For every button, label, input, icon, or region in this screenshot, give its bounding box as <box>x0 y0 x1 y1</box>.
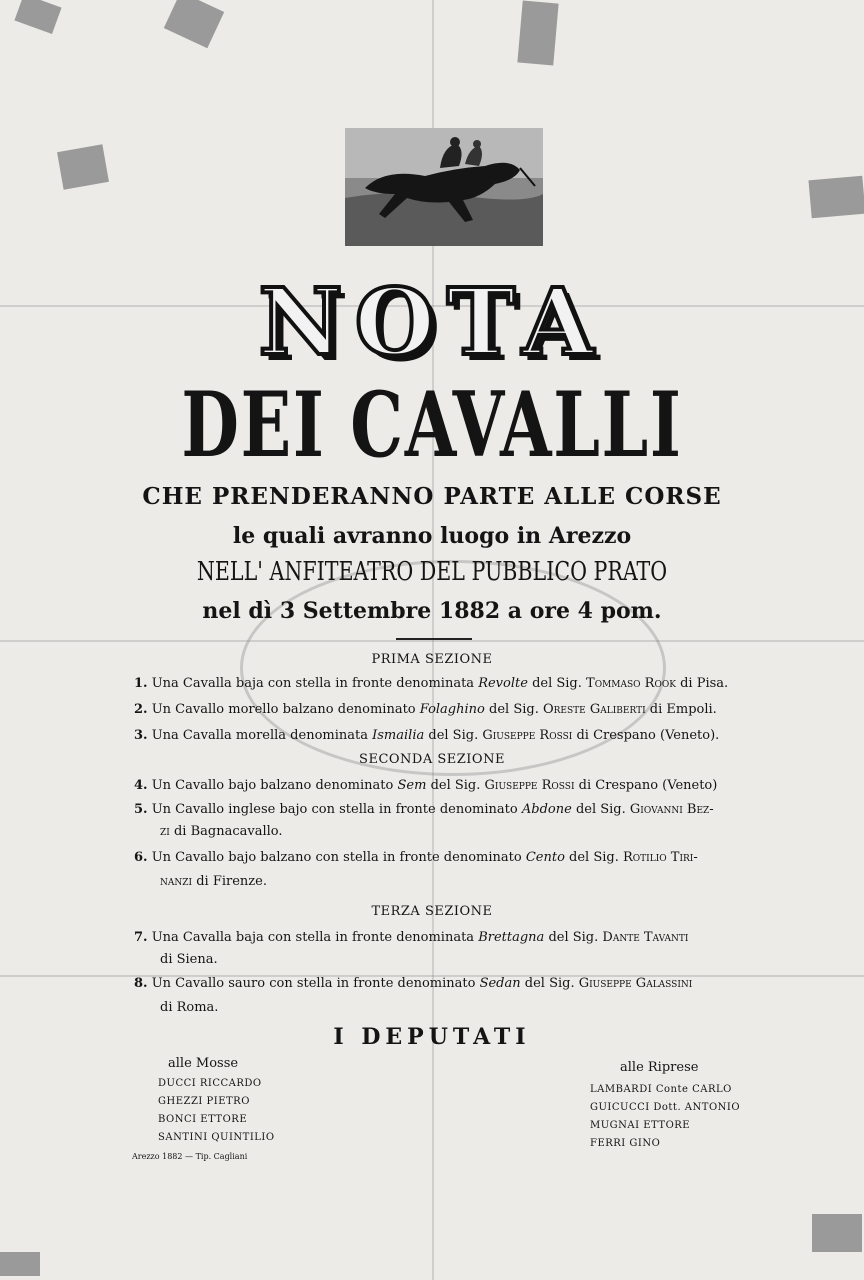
list-item <box>134 802 714 817</box>
entry-sig: del Sig. <box>569 850 619 865</box>
owner-origin: di Pisa. <box>680 676 729 691</box>
list-item <box>134 976 692 991</box>
entry-number: 7. <box>134 930 148 945</box>
horse-name: Revolte <box>478 676 528 691</box>
deputy-name: DUCCI RICCARDO <box>158 1078 262 1089</box>
list-item-continuation <box>160 824 283 839</box>
list-item-continuation <box>160 874 267 889</box>
owner-origin: di Bagnacavallo. <box>173 824 283 839</box>
entry-number: 2. <box>134 702 148 717</box>
deputy-name: MUGNAI ETTORE <box>590 1120 691 1131</box>
owner-origin: di Empoli. <box>649 702 717 717</box>
title-nota: NOTA <box>258 268 606 376</box>
subtitle-date: nel dì 3 Settembre 1882 a ore 4 pom. <box>202 598 662 624</box>
owner-origin: di Roma. <box>160 1000 219 1015</box>
entry-description: Un Cavallo bajo balzano denominato <box>151 778 394 793</box>
mosse-heading: alle Mosse <box>168 1056 239 1071</box>
owner-name: Rotilio Tiri- <box>623 850 698 865</box>
tape-piece <box>517 1 558 66</box>
deputy-name: LAMBARDI Conte CARLO <box>590 1084 732 1095</box>
list-item <box>134 728 719 743</box>
tape-piece <box>0 1252 40 1276</box>
tape-piece <box>812 1214 862 1252</box>
deputy-name: FERRI GINO <box>590 1138 661 1149</box>
horse-name: Folaghino <box>419 702 485 717</box>
owner-name-cont: zi <box>160 824 170 839</box>
subtitle-corse: CHE PRENDERANNO PARTE ALLE CORSE <box>142 483 722 510</box>
tape-piece <box>57 144 109 189</box>
horse-name: Cento <box>525 850 565 865</box>
horse-name: Abdone <box>521 802 572 817</box>
deputy-name: GUICUCCI Dott. ANTONIO <box>590 1102 741 1113</box>
entry-sig: del Sig. <box>430 778 481 793</box>
list-item <box>134 850 698 865</box>
list-item <box>134 702 717 717</box>
entry-sig: del Sig. <box>489 702 539 717</box>
horse-name: Sedan <box>479 976 521 991</box>
title-dei-cavalli: DEI CAVALLI <box>181 372 683 478</box>
entry-sig: del Sig. <box>524 976 575 991</box>
entry-description: Una Cavalla morella denominata <box>151 728 368 743</box>
owner-origin: di Firenze. <box>196 874 267 889</box>
entry-description: Un Cavallo inglese bajo con stella in fronte denominato <box>151 802 518 817</box>
horse-name: Brettagna <box>478 930 545 945</box>
entry-number: 1. <box>134 676 148 691</box>
entry-sig: del Sig. <box>428 728 479 743</box>
entry-number: 5. <box>134 802 148 817</box>
section-title: SECONDA SEZIONE <box>359 752 505 767</box>
list-item <box>134 778 717 793</box>
entry-number: 8. <box>134 976 148 991</box>
entry-number: 4. <box>134 778 148 793</box>
subtitle-arezzo: le quali avranno luogo in Arezzo <box>232 523 632 549</box>
subtitle-anfiteatro: NELL' ANFITEATRO DEL PUBBLICO PRATO <box>196 557 668 587</box>
entry-description: Un Cavallo bajo balzano con stella in fronte denominato <box>151 850 522 865</box>
deputy-name: BONCI ETTORE <box>158 1114 248 1125</box>
riprese-heading: alle Riprese <box>620 1060 699 1075</box>
deputy-name: SANTINI QUINTILIO <box>158 1132 275 1143</box>
owner-name: Giuseppe Rossi <box>484 778 575 793</box>
entry-number: 6. <box>134 850 148 865</box>
owner-name: Giuseppe Galassini <box>578 976 693 991</box>
entry-description: Un Cavallo sauro con stella in fronte denominato <box>151 976 476 991</box>
horse-racing-engraving <box>345 128 543 246</box>
entry-sig: del Sig. <box>532 676 582 691</box>
tape-piece <box>164 0 224 48</box>
list-item <box>134 676 728 691</box>
list-item-continuation <box>160 952 218 967</box>
list-item-continuation <box>160 1000 218 1015</box>
entry-description: Una Cavalla baja con stella in fronte denominata <box>151 676 475 691</box>
owner-name-cont: nanzi <box>160 874 193 889</box>
owner-origin: di Crespano (Veneto) <box>578 778 718 793</box>
entry-description: Una Cavalla baja con stella in fronte denominata <box>151 930 475 945</box>
tape-piece <box>808 176 864 219</box>
list-item <box>134 930 688 945</box>
section-title: PRIMA SEZIONE <box>371 652 493 667</box>
printer-imprint: Arezzo 1882 — Tip. Cagliani <box>132 1152 248 1161</box>
owner-name: Oreste Galiberti <box>542 702 646 717</box>
owner-name: Giovanni Bez- <box>629 802 714 817</box>
entry-sig: del Sig. <box>575 802 626 817</box>
section-title: TERZA SEZIONE <box>371 904 493 919</box>
entry-description: Un Cavallo morello balzano denominato <box>151 702 416 717</box>
deputy-name: GHEZZI PIETRO <box>158 1096 250 1107</box>
owner-name: Giuseppe Rossi <box>482 728 573 743</box>
owner-name: Dante Tavanti <box>602 930 689 945</box>
horse-name: Sem <box>397 778 427 793</box>
entry-sig: del Sig. <box>548 930 599 945</box>
owner-name: Tommaso Rook <box>586 676 676 691</box>
tape-piece <box>14 0 61 34</box>
divider-rule <box>396 638 472 640</box>
owner-origin: di Siena. <box>160 952 218 967</box>
horse-name: Ismailia <box>372 728 425 743</box>
owner-origin: di Crespano (Veneto). <box>576 728 720 743</box>
watermark-stamp <box>240 560 666 776</box>
entry-number: 3. <box>134 728 148 743</box>
deputati-title: I DEPUTATI <box>333 1024 531 1050</box>
